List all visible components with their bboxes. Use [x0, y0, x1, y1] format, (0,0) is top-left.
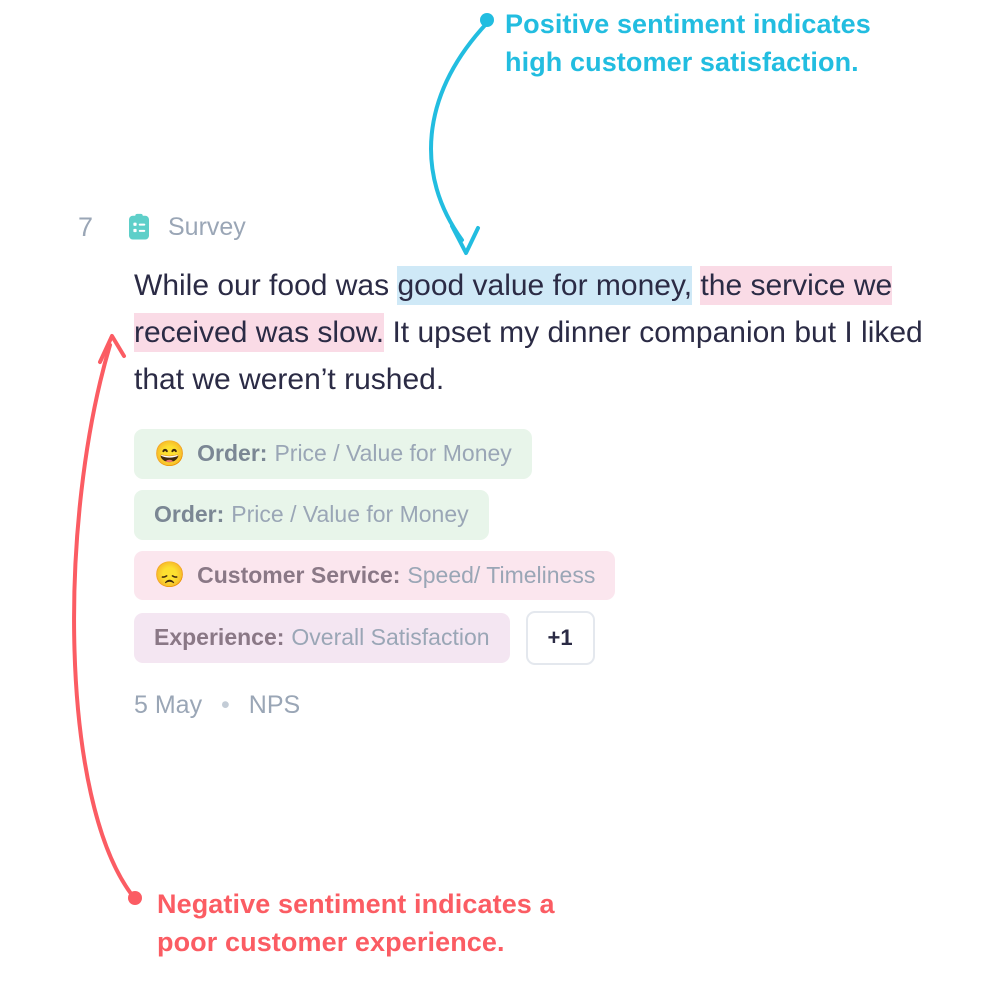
record-meta: [134, 691, 970, 720]
tag-value: Overall Satisfaction: [291, 624, 490, 651]
tag-category: Order:: [197, 440, 268, 467]
tag-row: [134, 551, 970, 601]
tag-value: Speed/ Timeliness: [407, 561, 596, 588]
record-source-label: Survey: [168, 212, 246, 241]
tag-value: Price / Value for Money: [231, 500, 469, 527]
tag-row: [134, 429, 970, 479]
feedback-quote: [134, 263, 964, 403]
tag-chip[interactable]: [134, 551, 615, 601]
quote-part-1: While our food was: [134, 269, 398, 302]
more-tags-button[interactable]: +1: [526, 611, 595, 665]
tag-chip[interactable]: [134, 429, 532, 479]
record-date: 5 May: [134, 691, 203, 720]
tag-category: Order:: [154, 500, 225, 527]
quote-part-3: It upset my dinner companion but I liked that we weren’t rushed.: [134, 315, 923, 396]
tag-category: Experience:: [154, 624, 285, 651]
positive-sentiment-annotation: Positive sentiment indicates high customer satisfaction.: [505, 9, 871, 78]
record-index: 7: [78, 211, 94, 242]
tag-row: [134, 490, 970, 540]
negative-sentiment-annotation: Negative sentiment indicates a poor customer experience.: [157, 889, 555, 958]
tag-chip[interactable]: [134, 613, 510, 663]
negative-callout-dot: [128, 891, 142, 905]
clipboard-list-icon: [124, 212, 154, 242]
tag-row: [134, 611, 970, 665]
tag-value: Price / Value for Money: [274, 440, 512, 467]
positive-highlight: good value for money,: [397, 266, 692, 305]
tag-chip[interactable]: [134, 490, 489, 540]
grinning-face-emoji: 😄: [154, 439, 186, 468]
feedback-record: [70, 205, 970, 720]
tag-list: [134, 429, 970, 665]
meta-separator: •: [221, 691, 230, 720]
disappointed-face-emoji: 😞: [154, 560, 186, 589]
record-header: [70, 205, 970, 249]
negative-highlight: the service we received was slow.: [134, 266, 892, 352]
positive-callout-dot: [480, 13, 494, 27]
tag-category: Customer Service:: [197, 561, 401, 588]
record-type: NPS: [248, 691, 301, 720]
